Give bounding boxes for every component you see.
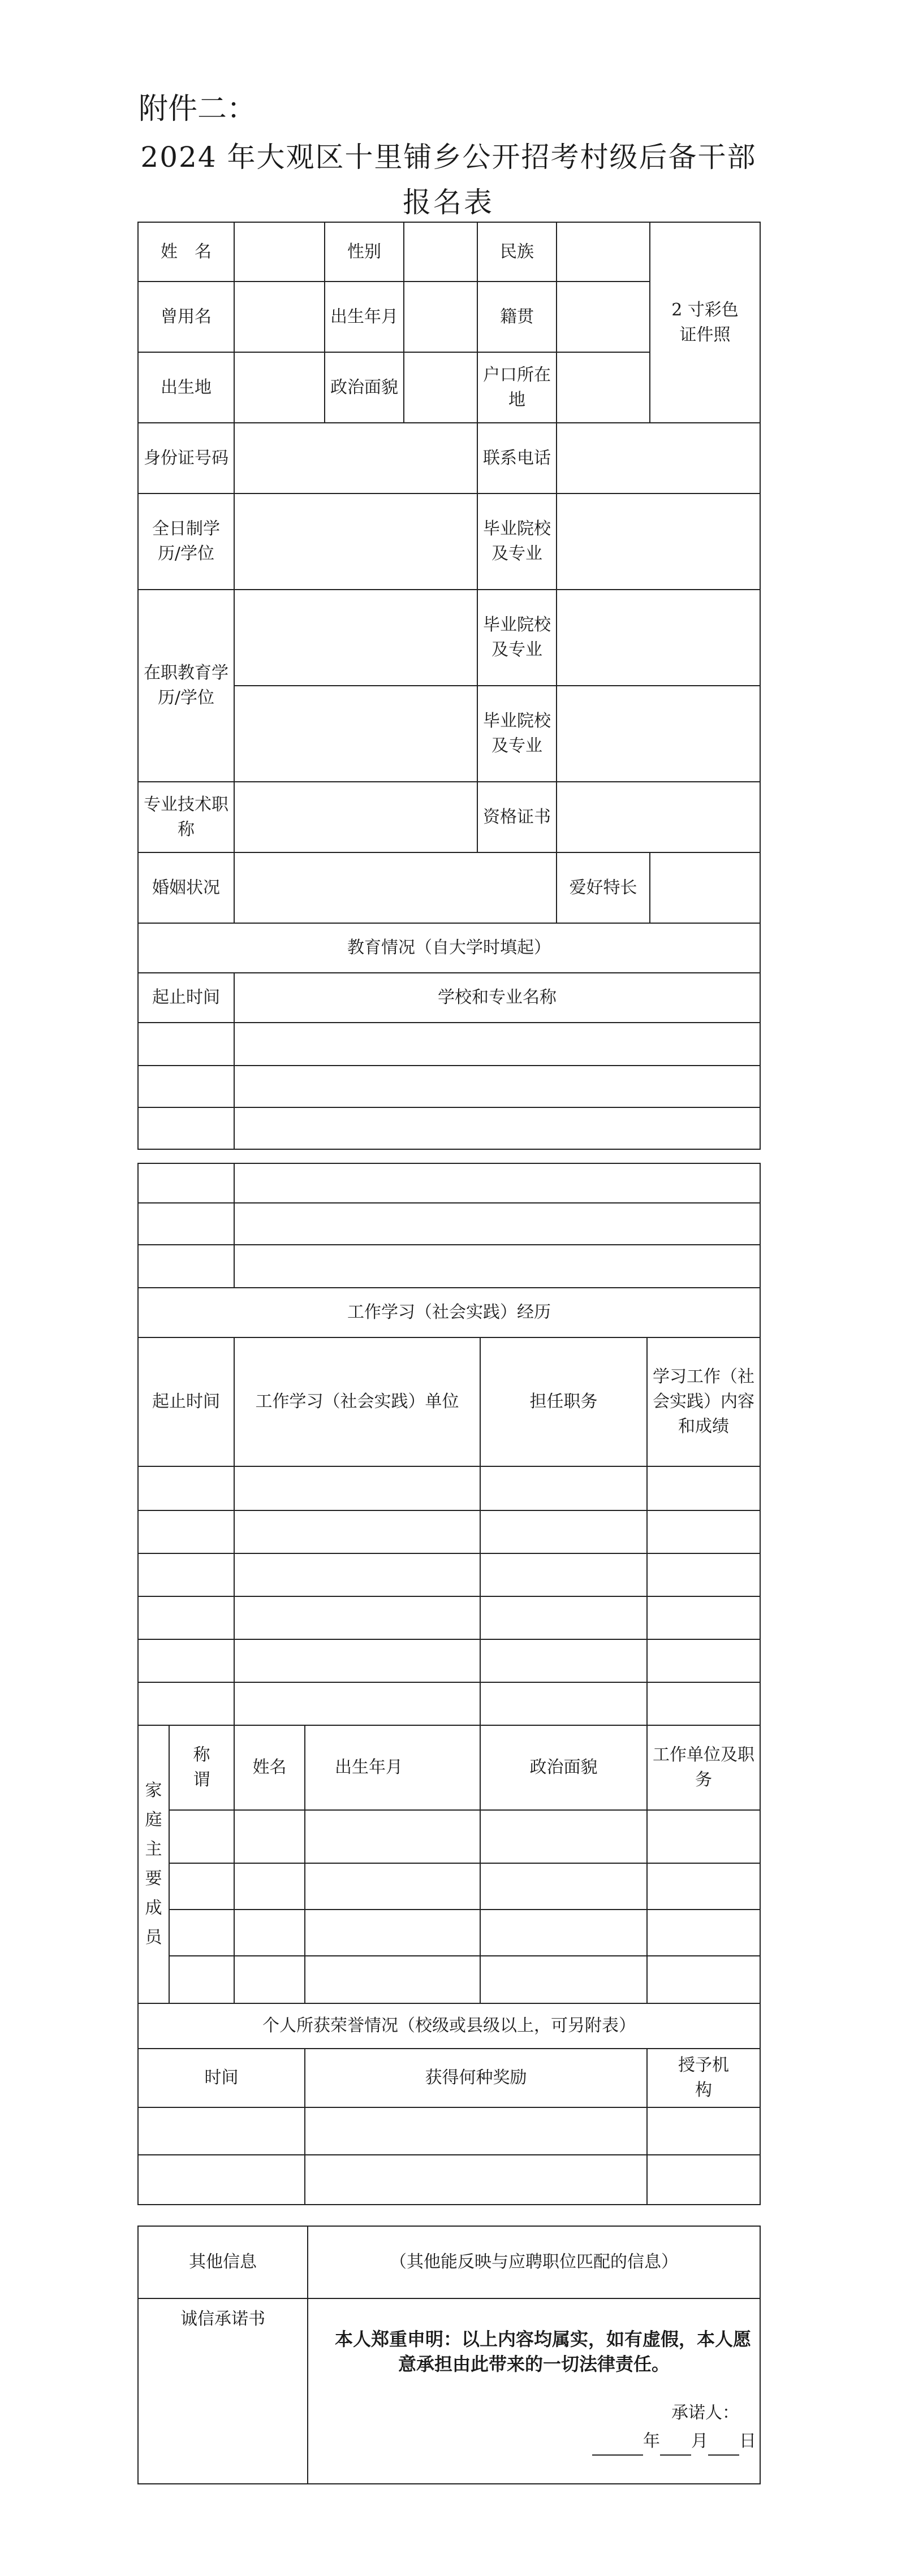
work-content-cell[interactable]: [647, 1510, 760, 1553]
day-label: 日: [739, 2431, 756, 2451]
edu-school-cell[interactable]: [234, 1066, 760, 1107]
label-native-place: 籍贯: [477, 282, 557, 352]
input-hobbies[interactable]: [650, 852, 760, 923]
family-relation-cell[interactable]: [169, 1810, 234, 1863]
label-marital: 婚姻状况: [138, 852, 234, 923]
edu-period-cell[interactable]: [138, 1023, 234, 1066]
registration-table-part3: [137, 2226, 761, 2484]
photo-box[interactable]: [650, 222, 760, 423]
work-col-period: 起止时间: [138, 1337, 234, 1466]
month-blank[interactable]: [660, 2434, 691, 2456]
edu-period-cell[interactable]: [138, 1163, 234, 1203]
work-col-unit: 工作学习（社会实践）单位: [234, 1337, 480, 1466]
edu-period-cell[interactable]: [138, 1245, 234, 1288]
input-inservice-edu-2[interactable]: [234, 686, 477, 782]
signer-label: 承诺人：: [671, 2403, 739, 2423]
input-phone[interactable]: [557, 423, 760, 493]
input-name[interactable]: [234, 222, 325, 282]
edu-period-cell[interactable]: [138, 1203, 234, 1245]
input-graduate-school-1[interactable]: [557, 493, 760, 590]
input-tech-title[interactable]: [234, 782, 477, 852]
registration-table-part2: [137, 1163, 761, 2205]
work-period-cell[interactable]: [138, 1682, 234, 1725]
input-fulltime-edu[interactable]: [234, 493, 477, 590]
family-col-name: 姓名: [234, 1725, 305, 1810]
family-col-relation: 称谓: [169, 1725, 234, 1810]
edu-school-cell[interactable]: [234, 1023, 760, 1066]
label-political-status: 政治面貌: [325, 352, 404, 423]
label-phone: 联系电话: [477, 423, 557, 493]
work-position-cell[interactable]: [480, 1466, 647, 1510]
work-period-cell[interactable]: [138, 1466, 234, 1510]
work-content-cell[interactable]: [647, 1466, 760, 1510]
work-section-title: 工作学习（社会实践）经历: [138, 1288, 760, 1337]
family-birth-cell[interactable]: [305, 1863, 480, 1910]
honors-org-cell[interactable]: [647, 2107, 760, 2155]
label-tech-title: 专业技术职称: [138, 782, 234, 852]
family-political-cell[interactable]: [480, 1863, 647, 1910]
honors-award-cell[interactable]: [305, 2107, 647, 2155]
family-section-label: [138, 1725, 169, 2003]
work-position-cell[interactable]: [480, 1510, 647, 1553]
label-household: 户口所在地: [477, 352, 557, 423]
other-info-cell[interactable]: （其他能反映与应聘职位匹配的信息）: [308, 2226, 760, 2298]
family-col-birth: 出生年月: [305, 1725, 480, 1810]
input-marital[interactable]: [234, 852, 557, 923]
day-blank[interactable]: [708, 2434, 739, 2456]
month-label: 月: [691, 2431, 708, 2451]
edu-period-cell[interactable]: [138, 1107, 234, 1149]
edu-period-cell[interactable]: [138, 1066, 234, 1107]
family-relation-cell[interactable]: [169, 1863, 234, 1910]
work-unit-cell[interactable]: [234, 1553, 480, 1596]
family-work-cell[interactable]: [647, 1810, 760, 1863]
input-birth-date[interactable]: [404, 282, 477, 352]
input-birthplace[interactable]: [234, 352, 325, 423]
label-inservice-edu: 在职教育学历/学位: [138, 590, 234, 782]
honors-col-award: 获得何种奖励: [305, 2049, 647, 2107]
label-pledge: 诚信承诺书: [138, 2298, 308, 2484]
input-ethnicity[interactable]: [557, 222, 650, 282]
label-graduate-school-3: 毕业院校及专业: [477, 686, 557, 782]
edu-school-cell[interactable]: [234, 1203, 760, 1245]
family-work-cell[interactable]: [647, 1863, 760, 1910]
work-position-cell[interactable]: [480, 1596, 647, 1639]
input-graduate-school-2[interactable]: [557, 590, 760, 686]
label-birthplace: 出生地: [138, 352, 234, 423]
form-title-line1: 2024 年大观区十里铺乡公开招考村级后备干部: [140, 141, 757, 174]
label-id-number: 身份证号码: [138, 423, 234, 493]
label-other-info: 其他信息: [138, 2226, 308, 2298]
family-political-cell[interactable]: [480, 1810, 647, 1863]
edu-school-cell[interactable]: [234, 1245, 760, 1288]
label-fulltime-edu: 全日制学历/学位: [138, 493, 234, 590]
photo-label: 2 寸彩色证件照: [671, 300, 739, 345]
work-content-cell[interactable]: [647, 1596, 760, 1639]
family-political-cell[interactable]: [480, 1910, 647, 1956]
honors-col-org: 授予机构: [647, 2049, 760, 2107]
edu-col-period: 起止时间: [138, 973, 234, 1023]
label-hobbies: 爱好特长: [557, 852, 650, 923]
work-period-cell[interactable]: [138, 1596, 234, 1639]
input-native-place[interactable]: [557, 282, 650, 352]
honors-col-time: 时间: [138, 2049, 305, 2107]
family-birth-cell[interactable]: [305, 1956, 480, 2003]
label-former-name: 曾用名: [138, 282, 234, 352]
work-position-cell[interactable]: [480, 1639, 647, 1682]
work-unit-cell[interactable]: [234, 1639, 480, 1682]
honors-time-cell[interactable]: [138, 2155, 305, 2205]
honors-time-cell[interactable]: [138, 2107, 305, 2155]
family-col-work: 工作单位及职务: [647, 1725, 760, 1810]
input-qualification[interactable]: [557, 782, 760, 852]
family-name-cell[interactable]: [234, 1910, 305, 1956]
work-unit-cell[interactable]: [234, 1466, 480, 1510]
work-unit-cell[interactable]: [234, 1596, 480, 1639]
family-relation-cell[interactable]: [169, 1956, 234, 2003]
honors-award-cell[interactable]: [305, 2155, 647, 2205]
family-work-cell[interactable]: [647, 1956, 760, 2003]
family-political-cell[interactable]: [480, 1956, 647, 2003]
attachment-label: 附件二：: [139, 92, 257, 126]
work-position-cell[interactable]: [480, 1682, 647, 1725]
edu-school-cell[interactable]: [234, 1107, 760, 1149]
input-id-number[interactable]: [234, 423, 477, 493]
family-name-cell[interactable]: [234, 1956, 305, 2003]
family-birth-cell[interactable]: [305, 1910, 480, 1956]
work-position-cell[interactable]: [480, 1553, 647, 1596]
form-title-line2: 报名表: [403, 186, 494, 219]
family-relation-cell[interactable]: [169, 1910, 234, 1956]
label-graduate-school-1: 毕业院校及专业: [477, 493, 557, 590]
work-content-cell[interactable]: [647, 1639, 760, 1682]
work-content-cell[interactable]: [647, 1553, 760, 1596]
registration-table-part1: [137, 222, 761, 1150]
input-former-name[interactable]: [234, 282, 325, 352]
education-section-title: 教育情况（自大学时填起）: [138, 923, 760, 973]
pledge-cell[interactable]: [308, 2298, 760, 2484]
label-graduate-school-2: 毕业院校及专业: [477, 590, 557, 686]
honors-section-title: 个人所获荣誉情况（校级或县级以上，可另附表）: [138, 2003, 760, 2049]
input-graduate-school-3[interactable]: [557, 686, 760, 782]
year-label: 年: [643, 2431, 660, 2451]
work-period-cell[interactable]: [138, 1639, 234, 1682]
label-birth-date: 出生年月: [325, 282, 404, 352]
label-name: 姓 名: [138, 222, 234, 282]
input-gender[interactable]: [404, 222, 477, 282]
label-qualification: 资格证书: [477, 782, 557, 852]
family-name-cell[interactable]: [234, 1810, 305, 1863]
pledge-statement: 本人郑重申明：以上内容均属实，如有虚假，本人愿意承担由此带来的一切法律责任。: [334, 2328, 751, 2375]
work-content-cell[interactable]: [647, 1682, 760, 1725]
signature-date: [312, 2427, 756, 2456]
label-gender: 性别: [325, 222, 404, 282]
work-col-position: 担任职务: [480, 1337, 647, 1466]
input-political-status[interactable]: [404, 352, 477, 423]
edu-school-cell[interactable]: [234, 1163, 760, 1203]
family-work-cell[interactable]: [647, 1910, 760, 1956]
pledge-signature: [312, 2399, 756, 2456]
work-unit-cell[interactable]: [234, 1682, 480, 1725]
label-ethnicity: 民族: [477, 222, 557, 282]
work-period-cell[interactable]: [138, 1553, 234, 1596]
honors-org-cell[interactable]: [647, 2155, 760, 2205]
family-name-cell[interactable]: [234, 1863, 305, 1910]
year-blank[interactable]: [592, 2434, 643, 2456]
work-period-cell[interactable]: [138, 1510, 234, 1553]
family-col-political: 政治面貌: [480, 1725, 647, 1810]
work-col-content: 学习工作（社会实践）内容和成绩: [647, 1337, 760, 1466]
family-label-text: 家庭主要成员: [145, 1781, 162, 1947]
input-inservice-edu-1[interactable]: [234, 590, 477, 686]
work-unit-cell[interactable]: [234, 1510, 480, 1553]
family-birth-cell[interactable]: [305, 1810, 480, 1863]
input-household[interactable]: [557, 352, 650, 423]
edu-col-school: 学校和专业名称: [234, 973, 760, 1023]
